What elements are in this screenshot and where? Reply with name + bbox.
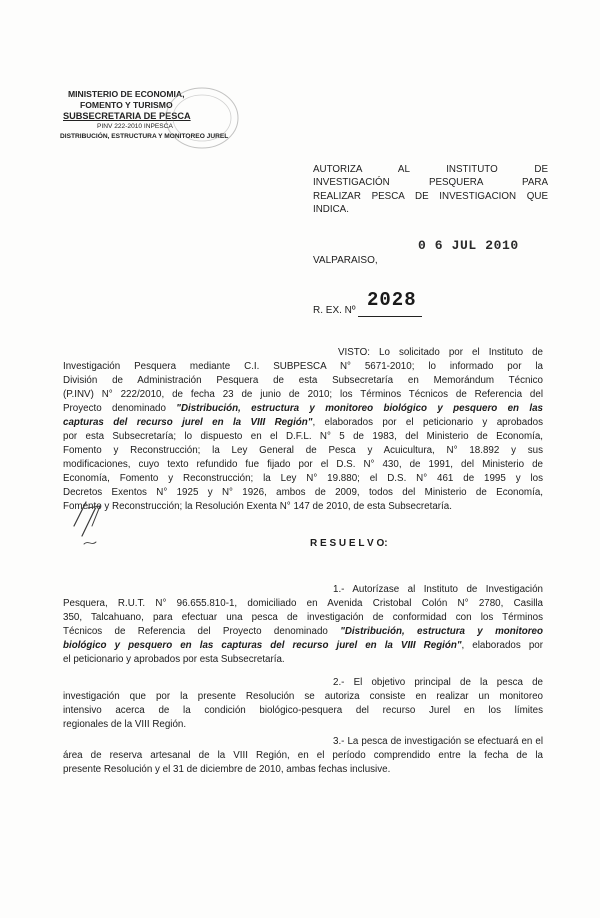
line-text — [313, 204, 349, 215]
text-segment: área de reserva artesanal de la VIII Región, en el período comprendido entre la fecha de la — [63, 750, 543, 761]
text-line — [63, 676, 543, 690]
line-text — [63, 640, 543, 651]
text-line — [63, 763, 543, 777]
text-line — [313, 176, 548, 189]
text-segment: Fomento y Reconstrucción; la Ley General de Pesca y Acuicultura, N° 18.892 y sus — [63, 445, 543, 456]
line-text — [63, 487, 543, 498]
text-segment: Proyecto denominado — [63, 403, 177, 414]
text-segment: el peticionario y aprobados por esta Subsecretaría. — [63, 654, 285, 665]
line-text — [63, 389, 543, 400]
line-text — [63, 473, 543, 484]
text-line — [63, 444, 543, 458]
text-segment: 350, Talcahuano, para efectuar una pesca de investigación de conformidad con los Términos — [63, 612, 543, 623]
line-text — [63, 598, 543, 609]
text-segment: 2.- El objetivo principal de la pesca de — [333, 677, 543, 688]
text-line — [63, 374, 543, 388]
text-line — [63, 597, 543, 611]
line-text — [63, 361, 543, 372]
text-segment: Pesquera, R.U.T. N° 96.655.810-1, domiciliado en Avenida Cristobal Colón N° 2780, Casilla — [63, 598, 543, 609]
text-line — [63, 472, 543, 486]
text-segment: Economía, Fomento y Reconstrucción; la Ley N° 19.880; el D.S. N° 461 de 1995 y los — [63, 473, 543, 484]
line-text — [63, 654, 285, 665]
text-line — [63, 625, 543, 639]
article-2 — [63, 676, 543, 732]
text-segment: por esta Subsecretaría; lo dispuesto en el D.F.L. N° 5 de 1983, del Ministerio de Economía, — [63, 431, 543, 442]
text-segment: intensivo acerca de la condición biológico-pesquera del recurso Jurel en los límites — [63, 705, 543, 716]
visto-paragraph — [63, 346, 543, 514]
text-segment: División de Administración Pesquera de esta Subsecretaría en Memorándum Técnico — [63, 375, 543, 386]
text-segment: investigación que por la presente Resolución se autoriza consiste en realizar un monitoreo — [63, 691, 543, 702]
text-segment: Decretos Exentos N° 1925 y N° 1926, ambos de 2009, todos del Ministerio de Economía, — [63, 487, 543, 498]
text-line — [63, 402, 543, 416]
text-line — [63, 611, 543, 625]
text-segment: AUTORIZA AL INSTITUTO DE — [313, 164, 548, 175]
text-segment: REALIZAR PESCA DE INVESTIGACION QUE — [313, 190, 548, 202]
text-segment: INVESTIGACIÓN PESQUERA PARA — [313, 177, 548, 189]
project-name-text: capturas del recurso jurel en la VIII Región" — [63, 417, 313, 428]
ministry-name: MINISTERIO DE ECONOMIA, — [68, 89, 185, 99]
text-line — [63, 653, 543, 667]
ministry-name-line2: FOMENTO Y TURISMO — [80, 100, 173, 110]
text-line — [63, 458, 543, 472]
text-line — [63, 735, 543, 749]
text-segment: (P.INV) N° 222/2010, de fecha 23 de junio de 2010; los Términos Técnicos de Referencia del — [63, 389, 543, 400]
project-name-text: "Distribución, estructura y monitoreo — [340, 626, 543, 637]
project-reference: DISTRIBUCIÓN, ESTRUCTURA Y MONITOREO JUREL — [60, 133, 229, 140]
text-segment: modificaciones, cuyo texto refundido fue fijado por el D.S. N° 430, de 1991, del Ministerio de — [63, 459, 543, 470]
line-text — [338, 347, 543, 358]
line-text — [333, 736, 543, 747]
line-text — [63, 626, 543, 637]
resolution-number-underline — [358, 316, 422, 317]
line-text — [313, 177, 548, 188]
article-1 — [63, 583, 543, 667]
text-line — [63, 346, 543, 360]
text-line — [63, 388, 543, 402]
text-line — [63, 718, 543, 732]
text-segment: VISTO: Lo solicitado por el Instituto de — [338, 347, 543, 358]
text-line — [313, 190, 548, 203]
text-segment: Investigación Pesquera mediante C.I. SUBPESCA N° 5671-2010; lo informado por la — [63, 361, 543, 372]
line-text — [63, 403, 543, 414]
resolution-number-label: R. EX. Nº — [313, 305, 356, 316]
file-reference: PINV 222-2010 INPESCA — [97, 123, 173, 130]
text-line — [63, 430, 543, 444]
text-segment: , elaborados por — [461, 640, 543, 651]
text-segment: 1.- Autorízase al Instituto de Investigación — [333, 584, 543, 595]
official-seal-stamp — [150, 78, 250, 158]
line-text — [63, 431, 543, 442]
line-text — [313, 191, 548, 202]
text-line — [313, 163, 548, 176]
line-text — [63, 501, 452, 512]
article-3 — [63, 735, 543, 777]
text-segment: presente Resolución y el 31 de diciembre de 2010, ambas fechas inclusive. — [63, 764, 391, 775]
text-segment: , elaborados por el peticionario y aprobados — [312, 417, 544, 428]
project-name-text: "Distribución, estructura y monitoreo biológico y pesquero en las — [176, 403, 544, 414]
text-line — [63, 583, 543, 597]
line-text — [63, 417, 543, 428]
date-stamp: 0 6 JUL 2010 — [418, 238, 519, 253]
line-text — [333, 677, 543, 688]
text-line — [63, 704, 543, 718]
line-text — [313, 164, 548, 175]
text-segment: Fomento y Reconstrucción; la Resolución Exenta N° 147 de 2010, de esta Subsecretaría. — [63, 501, 452, 512]
resuelvo-heading: R E S U E L V O: — [310, 538, 388, 549]
text-segment: Técnicos de Referencia del Proyecto denominado — [63, 626, 341, 637]
line-text — [63, 375, 543, 386]
text-line — [313, 203, 548, 216]
line-text — [63, 612, 543, 623]
place-name: VALPARAISO, — [313, 255, 378, 266]
line-text — [63, 750, 543, 761]
line-text — [63, 691, 543, 702]
text-segment: INDICA. — [313, 204, 349, 216]
text-line — [63, 690, 543, 704]
text-line — [63, 416, 543, 430]
text-line — [63, 486, 543, 500]
subsecretariat-name: SUBSECRETARIA DE PESCA — [63, 111, 191, 121]
line-text — [63, 459, 543, 470]
text-line — [63, 749, 543, 763]
text-line — [63, 639, 543, 653]
text-line — [63, 500, 543, 514]
line-text — [333, 584, 543, 595]
line-text — [63, 764, 390, 775]
resolution-summary — [313, 163, 548, 217]
text-segment: regionales de la VIII Región. — [63, 719, 187, 730]
line-text — [63, 705, 543, 716]
line-text — [63, 719, 186, 730]
project-name-text: biológico y pesquero en las capturas del recurso jurel en la VIII Región" — [63, 640, 462, 651]
resolution-number: 2028 — [367, 289, 417, 311]
text-line — [63, 360, 543, 374]
handwritten-mark — [62, 496, 112, 552]
text-segment: 3.- La pesca de investigación se efectuará en el — [333, 736, 543, 747]
line-text — [63, 445, 543, 456]
